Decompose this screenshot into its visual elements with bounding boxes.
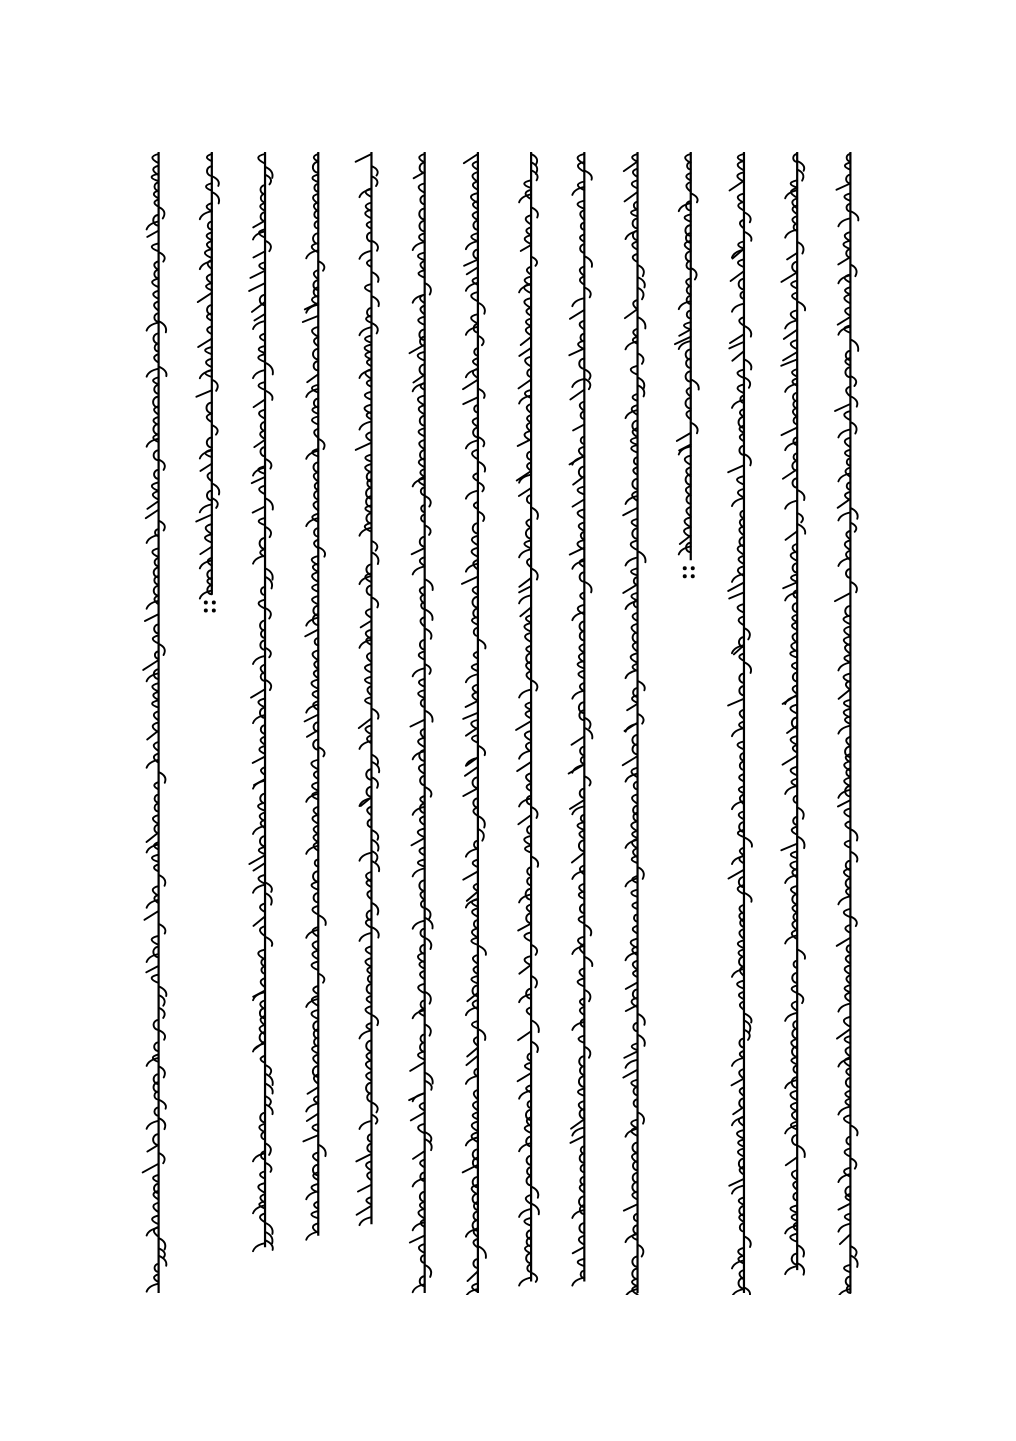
text-line bbox=[728, 152, 752, 1295]
text-line bbox=[409, 152, 433, 1293]
text-line bbox=[516, 152, 539, 1286]
text-line bbox=[623, 152, 646, 1295]
text-line bbox=[196, 152, 219, 613]
text-line bbox=[462, 152, 486, 1295]
text-line bbox=[356, 152, 380, 1225]
text-line bbox=[249, 152, 273, 1251]
text-line bbox=[781, 152, 805, 1275]
text-line bbox=[675, 152, 699, 578]
text-line bbox=[303, 152, 326, 1240]
text-lines bbox=[128, 150, 873, 1295]
mongolian-text-block bbox=[128, 150, 873, 1295]
text-line bbox=[569, 152, 593, 1286]
text-line bbox=[835, 152, 858, 1295]
text-line bbox=[143, 152, 167, 1293]
